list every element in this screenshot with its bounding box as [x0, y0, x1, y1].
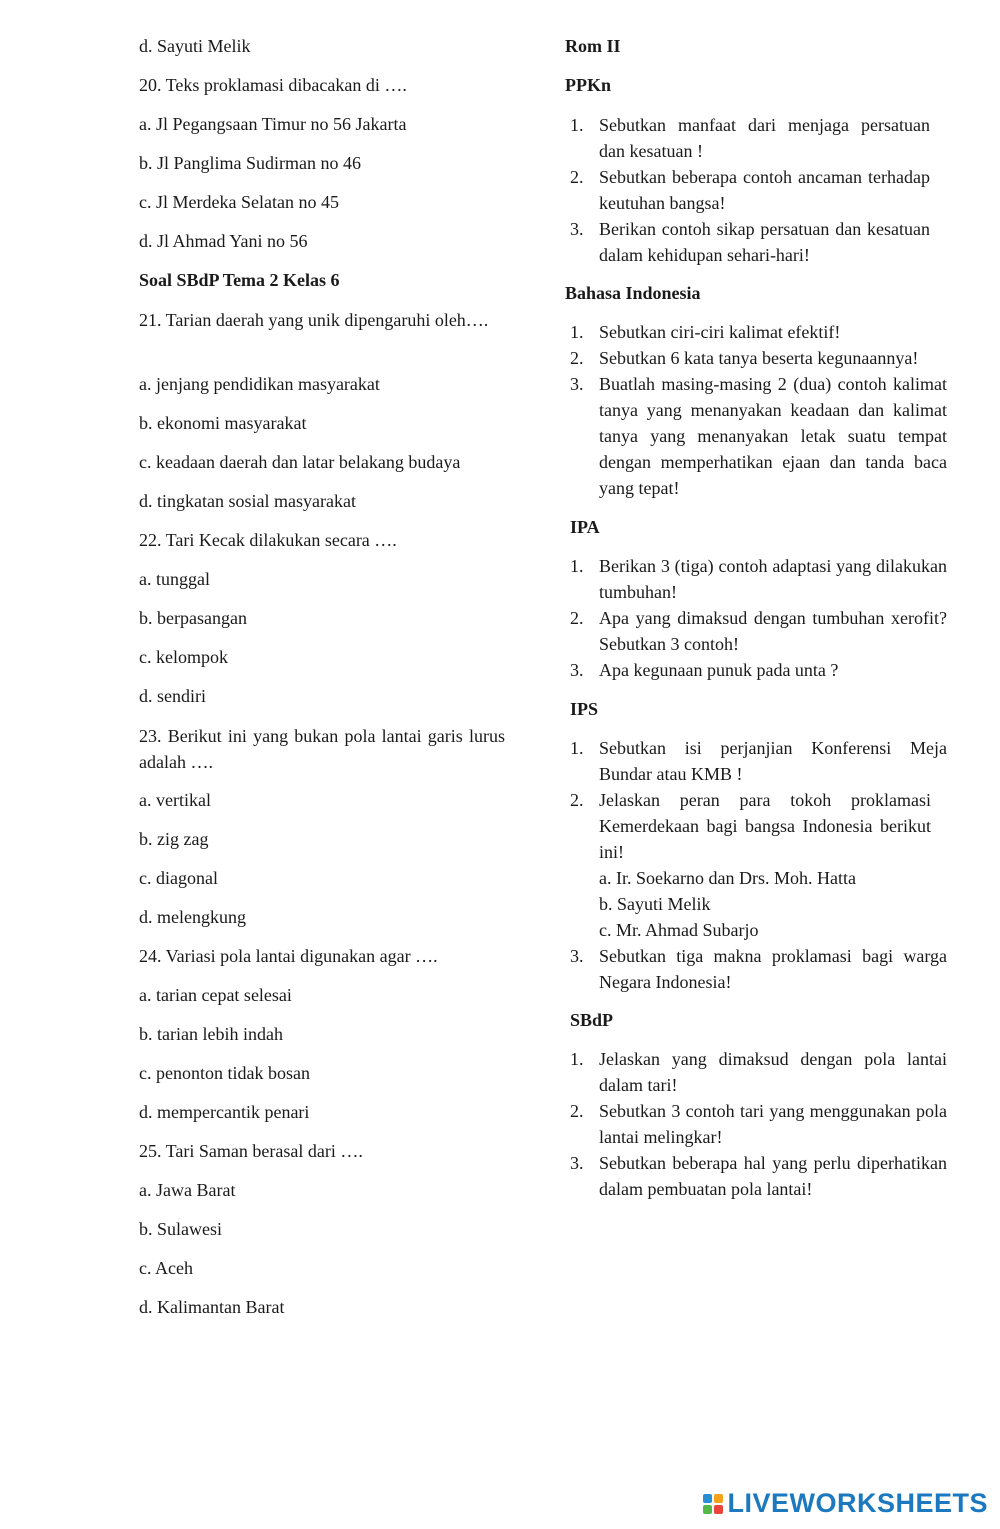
- ppkn-heading: PPKn: [565, 75, 612, 95]
- item-text: Buatlah masing-masing 2 (dua) contoh kalimat tanya yang menanyakan keadaan dan kalimat tanya yang menanyakan letak suatu tempat dengan memperhatikan ejaan dan tanda baca yang tepat!: [599, 374, 947, 498]
- sub-item: a. Ir. Soekarno dan Drs. Moh. Hatta: [599, 868, 856, 888]
- q22-option-a: a. tunggal: [139, 569, 210, 589]
- q24-question: 24. Variasi pola lantai digunakan agar ….: [139, 946, 438, 966]
- q20-question: 20. Teks proklamasi dibacakan di ….: [139, 75, 407, 95]
- q21-option-c: c. keadaan daerah dan latar belakang budaya: [139, 452, 461, 472]
- q22-question: 22. Tari Kecak dilakukan secara ….: [139, 530, 397, 550]
- q20-option-d: d. Jl Ahmad Yani no 56: [139, 231, 308, 251]
- item-number: 3.: [570, 219, 584, 239]
- sbdp-section-heading: Soal SBdP Tema 2 Kelas 6: [139, 270, 340, 290]
- q25-option-a: a. Jawa Barat: [139, 1180, 236, 1200]
- q23-option-c: c. diagonal: [139, 868, 218, 888]
- item-number: 2.: [570, 167, 584, 187]
- q23-option-b: b. zig zag: [139, 829, 209, 849]
- q20-option-a: a. Jl Pegangsaan Timur no 56 Jakarta: [139, 114, 407, 134]
- list-item: [565, 112, 930, 164]
- list-item: [565, 216, 930, 268]
- bahasa-indonesia-heading: Bahasa Indonesia: [565, 283, 701, 303]
- item-text: Sebutkan ciri-ciri kalimat efektif!: [599, 322, 841, 342]
- q22-option-d: d. sendiri: [139, 686, 206, 706]
- q24-option-c: c. penonton tidak bosan: [139, 1063, 310, 1083]
- q22-option-c: c. kelompok: [139, 647, 228, 667]
- item-text: Apa yang dimaksud dengan tumbuhan xerofit? Sebutkan 3 contoh!: [599, 608, 947, 654]
- ips-list: [565, 735, 947, 995]
- q19-option-d: d. Sayuti Melik: [139, 36, 251, 56]
- q21-option-a: a. jenjang pendidikan masyarakat: [139, 374, 380, 394]
- q22-option-b: b. berpasangan: [139, 608, 247, 628]
- q25-option-c: c. Aceh: [139, 1258, 193, 1278]
- sbdp-list: [565, 1046, 947, 1202]
- liveworksheets-logo-icon: [703, 1494, 723, 1514]
- item-number: 3.: [570, 946, 584, 966]
- liveworksheets-logo-text: LIVEWORKSHEETS: [727, 1488, 988, 1518]
- item-number: 1.: [570, 115, 584, 135]
- q25-option-d: d. Kalimantan Barat: [139, 1297, 285, 1317]
- item-number: 3.: [570, 1153, 584, 1173]
- q21-option-b: b. ekonomi masyarakat: [139, 413, 307, 433]
- item-text: Sebutkan 3 contoh tari yang menggunakan pola lantai melingkar!: [599, 1101, 947, 1147]
- item-text: Sebutkan manfaat dari menjaga persatuan dan kesatuan !: [599, 115, 930, 161]
- item-number: 2.: [570, 348, 584, 368]
- list-item: [565, 371, 947, 501]
- q23-question: 23. Berikut ini yang bukan pola lantai garis lurus adalah ….: [139, 726, 505, 772]
- item-text: Berikan contoh sikap persatuan dan kesatuan dalam kehidupan sehari-hari!: [599, 219, 930, 265]
- list-item: [565, 164, 930, 216]
- q24-option-d: d. mempercantik penari: [139, 1102, 310, 1122]
- q23-option-a: a. vertikal: [139, 790, 211, 810]
- sbdp-heading: SBdP: [570, 1010, 614, 1030]
- list-item: [565, 735, 947, 787]
- item-text: Sebutkan beberapa contoh ancaman terhadap keutuhan bangsa!: [599, 167, 930, 213]
- q23-option-d: d. melengkung: [139, 907, 246, 927]
- q21-question: 21. Tarian daerah yang unik dipengaruhi oleh….: [139, 310, 489, 330]
- ipa-heading: IPA: [570, 517, 600, 537]
- rom-title: Rom II: [565, 36, 621, 56]
- item-number: 3.: [570, 660, 584, 680]
- item-text: Sebutkan isi perjanjian Konferensi Meja Bundar atau KMB !: [599, 738, 947, 784]
- item-text: Berikan 3 (tiga) contoh adaptasi yang dilakukan tumbuhan!: [599, 556, 947, 602]
- item-text: Sebutkan beberapa hal yang perlu diperhatikan dalam pembuatan pola lantai!: [599, 1153, 947, 1199]
- item-number: 2.: [570, 790, 584, 810]
- sub-item: c. Mr. Ahmad Subarjo: [599, 920, 759, 940]
- list-item: [565, 605, 947, 657]
- list-item: [565, 787, 947, 943]
- item-number: 1.: [570, 322, 584, 342]
- list-item: [565, 1150, 947, 1202]
- list-item: [565, 1098, 947, 1150]
- item-number: 2.: [570, 1101, 584, 1121]
- item-number: 2.: [570, 608, 584, 628]
- list-item: [565, 943, 947, 995]
- list-item: [565, 553, 947, 605]
- item-text: Jelaskan yang dimaksud dengan pola lantai dalam tari!: [599, 1049, 947, 1095]
- item-text: Sebutkan tiga makna proklamasi bagi warga Negara Indonesia!: [599, 946, 947, 992]
- item-number: 1.: [570, 556, 584, 576]
- q20-option-c: c. Jl Merdeka Selatan no 45: [139, 192, 339, 212]
- liveworksheets-logo: [703, 1488, 988, 1519]
- item-text: Jelaskan peran para tokoh proklamasi Kemerdekaan bagi bangsa Indonesia berikut ini!: [599, 790, 931, 862]
- q25-option-b: b. Sulawesi: [139, 1219, 222, 1239]
- item-number: 1.: [570, 738, 584, 758]
- bahasa-indonesia-list: [565, 319, 947, 501]
- list-item: [565, 1046, 947, 1098]
- q24-option-b: b. tarian lebih indah: [139, 1024, 283, 1044]
- item-number: 1.: [570, 1049, 584, 1069]
- ips-heading: IPS: [570, 699, 599, 719]
- item-text: Sebutkan 6 kata tanya beserta kegunaannya!: [599, 348, 919, 368]
- q24-option-a: a. tarian cepat selesai: [139, 985, 292, 1005]
- ipa-list: [565, 553, 947, 683]
- list-item: [565, 345, 947, 371]
- item-text: Apa kegunaan punuk pada unta ?: [599, 660, 839, 680]
- ppkn-list: [565, 112, 930, 268]
- list-item: [565, 657, 947, 683]
- q20-option-b: b. Jl Panglima Sudirman no 46: [139, 153, 361, 173]
- sub-item: b. Sayuti Melik: [599, 894, 711, 914]
- item-number: 3.: [570, 374, 584, 394]
- q25-question: 25. Tari Saman berasal dari ….: [139, 1141, 363, 1161]
- q21-option-d: d. tingkatan sosial masyarakat: [139, 491, 356, 511]
- list-item: [565, 319, 947, 345]
